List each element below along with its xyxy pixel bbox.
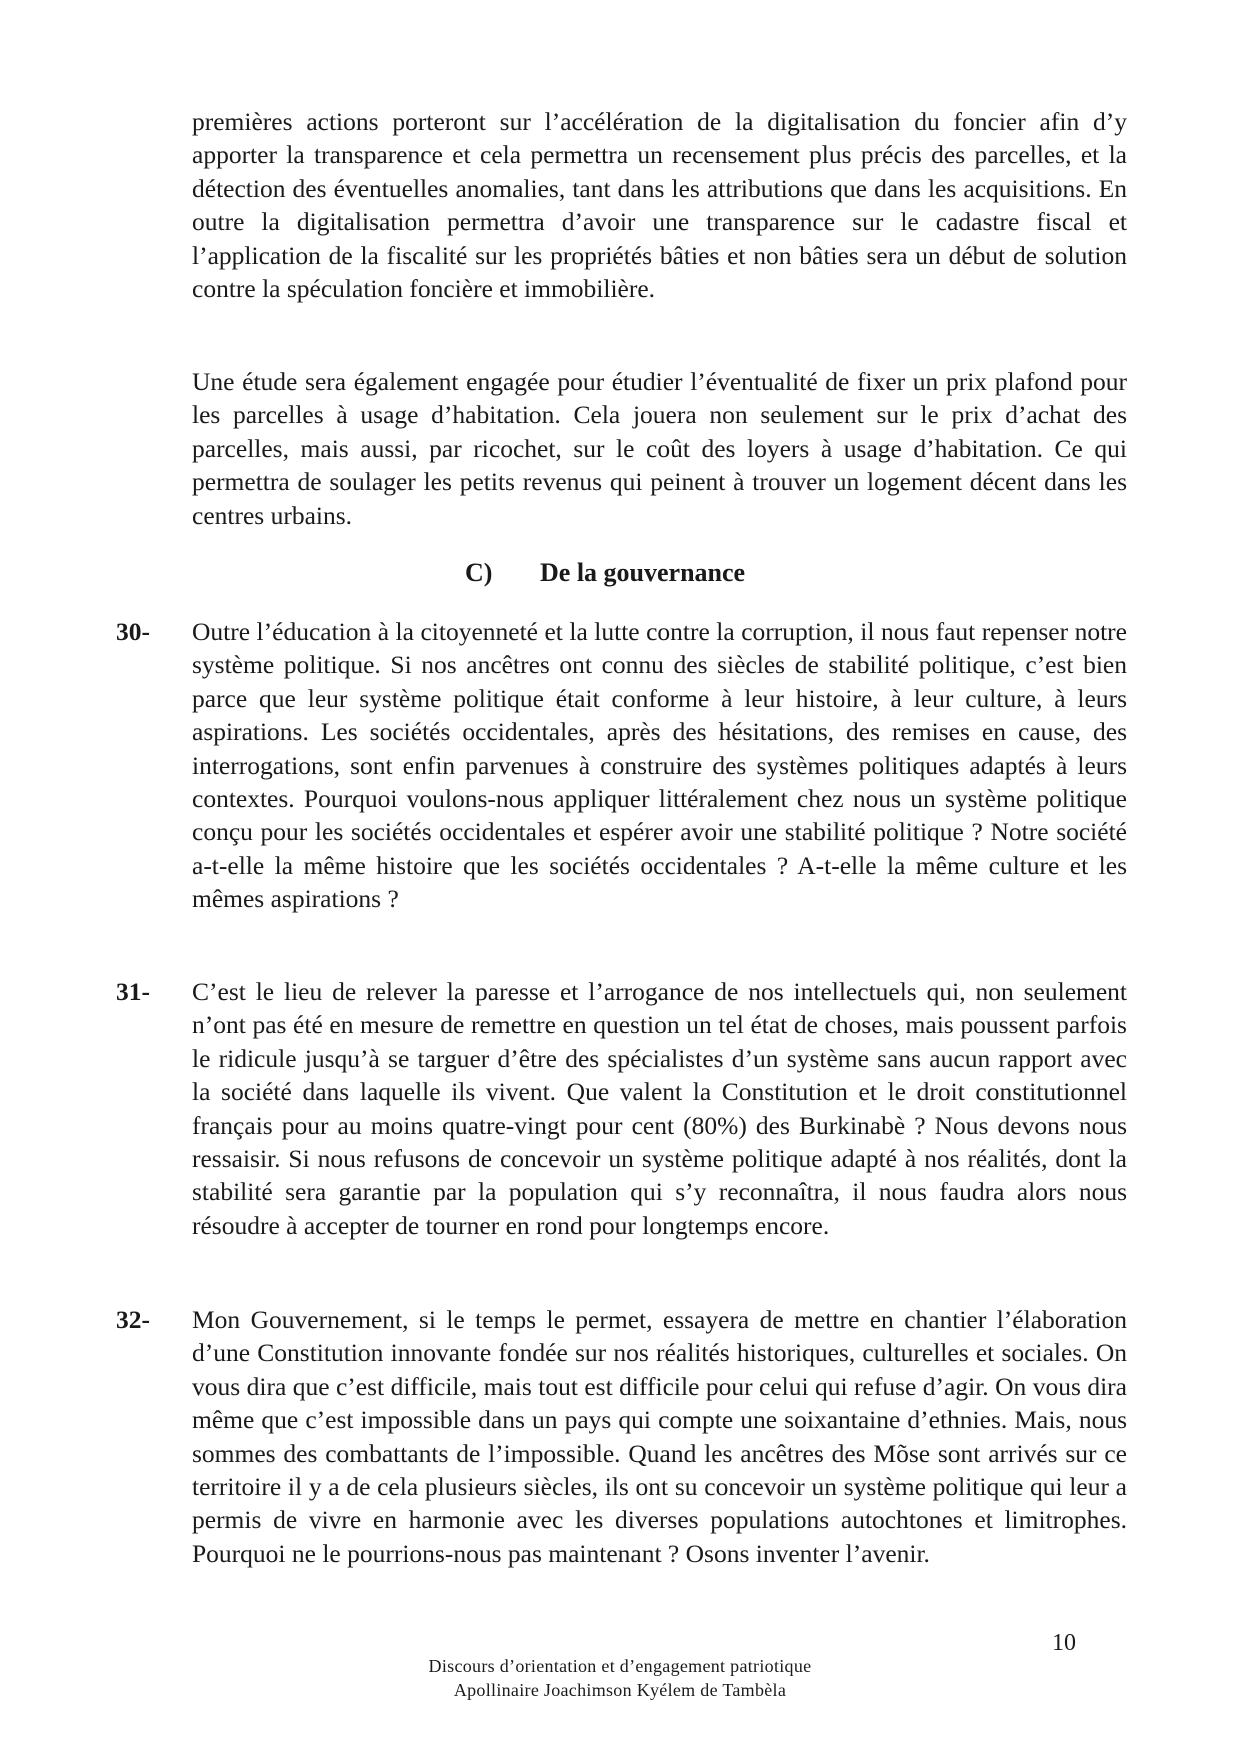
section-letter: C) (465, 558, 493, 587)
paragraph-number-32: 32- (116, 1305, 150, 1334)
footer-title: Discours d’orientation et d’engagement patriotique (428, 1656, 812, 1676)
paragraph-intro-2: Une étude sera également engagée pour étudier l’éventualité de fixer un prix plafond pour les parcelles à usage d’habitation. Cela jouera non seulement sur le prix d’achat des parcelles, mais aussi, par ricochet, sur le coût des loyers à usage d’habitation. Ce qui permettra de soulager les petits revenus qui peinent à trouver un logement décent dans les centres urbains. (192, 367, 1127, 530)
section-title: De la gouvernance (540, 558, 746, 587)
paragraph-32: Mon Gouvernement, si le temps le permet, essayera de mettre en chantier l’élaboration d’une Constitution innovante fondée sur nos réalités historiques, culturelles et sociales. On vous dira que c’est difficile, mais tout est difficile pour celui qui refuse d’agir. On vous dira même que c’est impossible dans un pays qui compte une soixantaine d’ethnies. Mais, nous sommes des combattants de l’impossible. Quand les ancêtres des Mõse sont arrivés sur ce territoire il y a de cela plusieurs siècles, ils ont su concevoir un système politique qui leur a permis de vivre en harmonie avec les diverses populations autochtones et limitrophes. Pourquoi ne le pourrions-nous pas maintenant ? Osons inventer l’avenir. (192, 1305, 1127, 1568)
paragraph-31: C’est le lieu de relever la paresse et l’arrogance de nos intellectuels qui, non seulement n’ont pas été en mesure de remettre en question un tel état de choses, mais poussent parfois le ridicule jusqu’à se targuer d’être des spécialistes d’un système sans aucun rapport avec la société dans laquelle ils vivent. Que valent la Constitution et le droit constitutionnel français pour au moins quatre-vingt pour cent (80%) des Burkinabè ? Nous devons nous ressaisir. Si nous refusons de concevoir un système politique adapté à nos réalités, dont la stabilité sera garantie par la population qui s’y reconnaîtra, il nous faudra alors nous résoudre à accepter de tourner en rond pour longtemps encore. (192, 977, 1127, 1240)
paragraph-number-31: 31- (116, 977, 150, 1006)
page-number: 10 (1052, 1630, 1076, 1656)
section-heading (465, 558, 745, 588)
page-footer (370, 1654, 870, 1702)
paragraph-30: Outre l’éducation à la citoyenneté et la lutte contre la corruption, il nous faut repenser notre système politique. Si nos ancêtres ont connu des siècles de stabilité politique, c’est bien parce que leur système politique était conforme à leur histoire, à leur culture, à leurs aspirations. Les sociétés occidentales, après des hésitations, des remises en cause, des interrogations, sont enfin parvenues à construire des systèmes politiques adaptés à leurs contextes. Pourquoi voulons-nous appliquer littéralement chez nous un système politique conçu pour les sociétés occidentales et espérer avoir une stabilité politique ? Notre société a-t-elle la même histoire que les sociétés occidentales ? A-t-elle la même culture et les mêmes aspirations ? (192, 617, 1127, 914)
paragraph-number-30: 30- (116, 617, 150, 646)
footer-author: Apollinaire Joachimson Kyélem de Tambèla (453, 1680, 787, 1700)
paragraph-intro-1: premières actions porteront sur l’accélération de la digitalisation du foncier afin d’y apporter la transparence et cela permettra un recensement plus précis des parcelles, et la détection des éventuelles anomalies, tant dans les attributions que dans les acquisitions. En outre la digitalisation permettra d’avoir une transparence sur le cadastre fiscal et l’application de la fiscalité sur les propriétés bâties et non bâties sera un début de solution contre la spéculation foncière et immobilière. (192, 107, 1127, 304)
